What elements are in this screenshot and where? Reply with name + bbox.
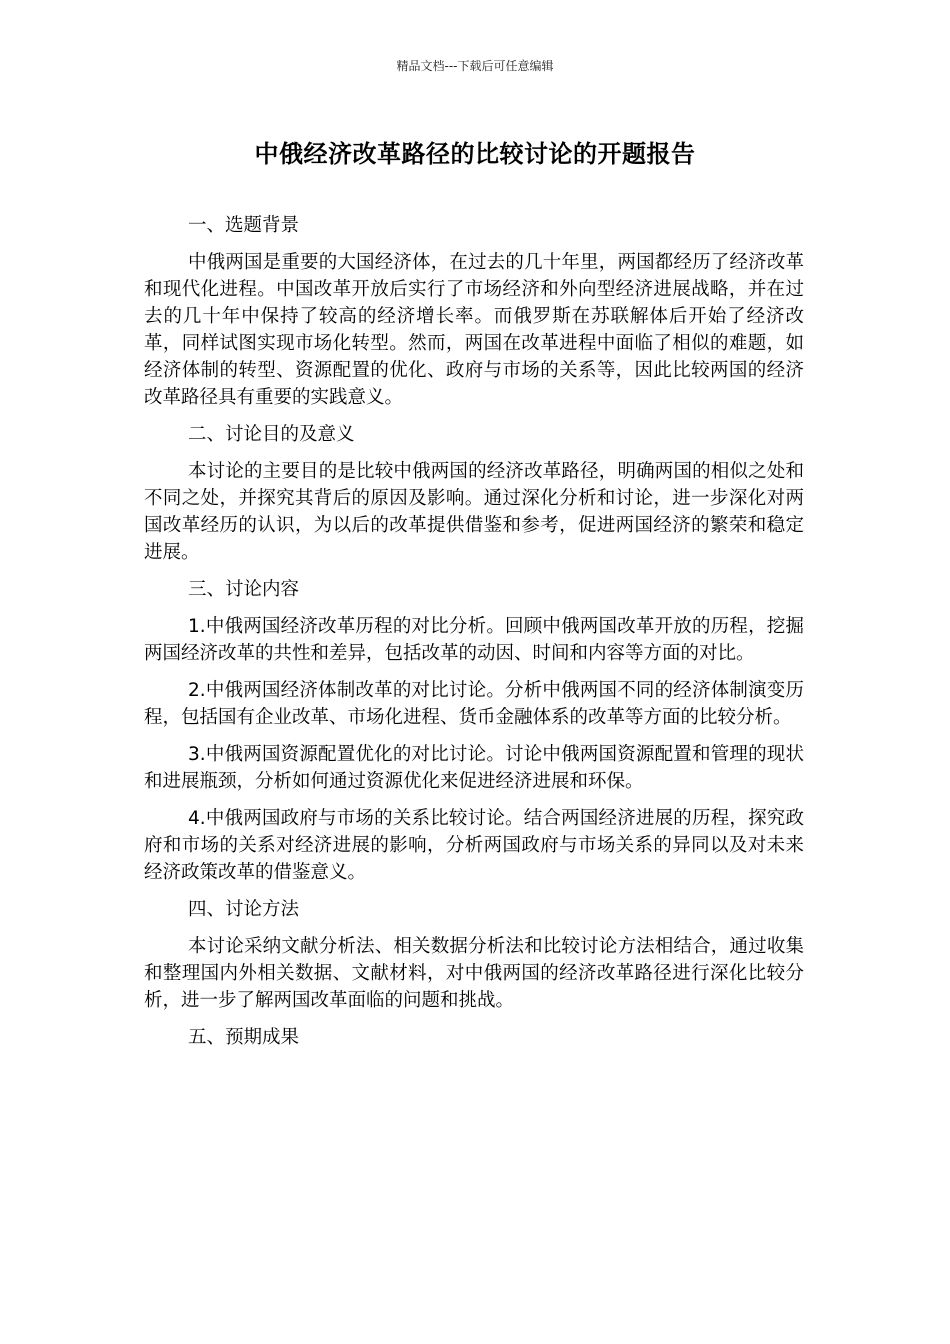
list-item: 4.中俄两国政府与市场的关系比较讨论。结合两国经济进展的历程，探究政府和市场的关系对经济进展的影响，分析两国政府与市场关系的异同以及对未来经济政策改革的借鉴意义。 xyxy=(144,808,804,883)
list-item: 3.中俄两国资源配置优化的对比讨论。讨论中俄两国资源配置和管理的现状和进展瓶颈，分析如何通过资源优化来促进经济进展和环保。 xyxy=(144,744,804,792)
paragraph: 中俄两国是重要的大国经济体，在过去的几十年里，两国都经历了经济改革和现代化进程。中国改革开放后实行了市场经济和外向型经济进展战略，并在过去的几十年中保持了较高的经济增长率。而俄罗斯在苏联解体后开始了经济改革，同样试图实现市场化转型。然而，两国在改革进程中面临了相似的难题，如经济体制的转型、资源配置的优化、政府与市场的关系等，因此比较两国的经济改革路径具有重要的实践意义。 xyxy=(144,252,804,408)
page-title: 中俄经济改革路径的比较讨论的开题报告 xyxy=(254,140,696,168)
section-heading-expected-results: 五、预期成果 xyxy=(188,1027,300,1048)
section-heading-method: 四、讨论方法 xyxy=(188,899,300,920)
section-heading-content: 三、讨论内容 xyxy=(188,579,300,600)
header-note: 精品文档---下载后可任意编辑 xyxy=(396,59,554,73)
paragraph: 本讨论的主要目的是比较中俄两国的经济改革路径，明确两国的相似之处和不同之处，并探究其背后的原因及影响。通过深化分析和讨论，进一步深化对两国改革经历的认识，为以后的改革提供借鉴和参考，促进两国经济的繁荣和稳定进展。 xyxy=(144,461,804,563)
section-heading-purpose: 二、讨论目的及意义 xyxy=(188,424,355,445)
list-item: 1.中俄两国经济改革历程的对比分析。回顾中俄两国改革开放的历程，挖掘两国经济改革的共性和差异，包括改革的动因、时间和内容等方面的对比。 xyxy=(144,616,804,664)
paragraph: 本讨论采纳文献分析法、相关数据分析法和比较讨论方法相结合，通过收集和整理国内外相关数据、文献材料，对中俄两国的经济改革路径进行深化比较分析，进一步了解两国改革面临的问题和挑战。 xyxy=(144,936,804,1011)
list-item: 2.中俄两国经济体制改革的对比讨论。分析中俄两国不同的经济体制演变历程，包括国有企业改革、市场化进程、货币金融体系的改革等方面的比较分析。 xyxy=(144,680,804,728)
document-body xyxy=(144,212,804,1061)
section-heading-background: 一、选题背景 xyxy=(188,215,300,236)
